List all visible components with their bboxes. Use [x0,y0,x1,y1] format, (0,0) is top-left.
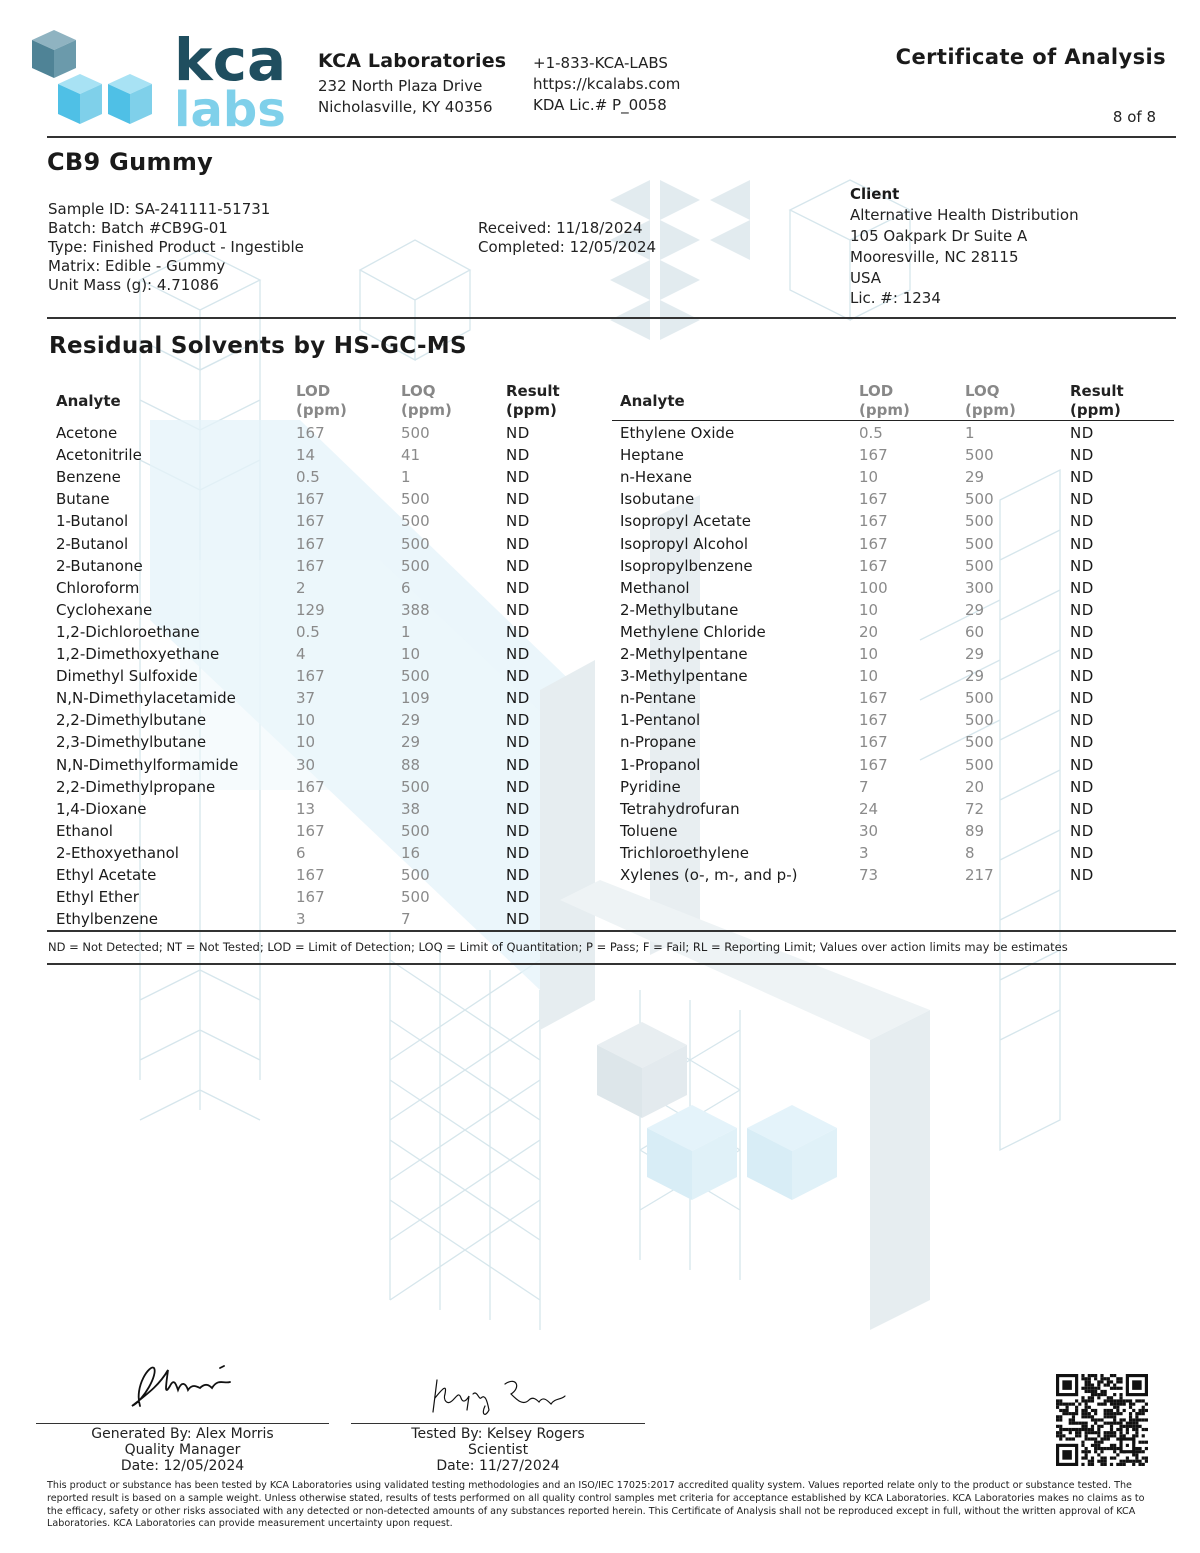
table-cell-lod: 14 [296,446,316,465]
table-cell-result: ND [506,490,530,509]
table-cell-analyte: Xylenes (o-, m-, and p-) [620,866,798,884]
table-cell-lod: 30 [859,821,879,840]
table-cell-analyte: Chloroform [56,578,140,597]
table-cell-result: ND [1070,578,1094,597]
document-title: Certificate of Analysis [895,45,1166,69]
footnote: ND = Not Detected; NT = Not Tested; LOD = Limit of Detection; LOQ = Limit of Quantitation; P = Pass; F = Fail; RL = Reporting Limit; Values over action limits may be estimates [48,940,1068,954]
table-cell-loq: 500 [965,689,994,708]
table-cell-analyte: 2,2-Dimethylpropane [56,777,216,796]
table-cell-lod: 167 [296,821,325,840]
table-cell-lod: 167 [296,556,325,575]
table-cell-lod: 167 [296,512,325,531]
table-cell-lod: 10 [859,667,879,686]
signer-name: Tested By: Kelsey Rogers [411,1426,585,1442]
table-cell-loq: 20 [965,777,985,796]
table-cell-analyte: n-Pentane [620,689,696,708]
table-cell-result: ND [1070,711,1094,730]
table-cell-loq: 1 [401,622,411,641]
table-cell-lod: 167 [296,534,325,553]
table-cell-analyte: Tetrahydrofuran [620,799,740,818]
table-cell-lod: 37 [296,689,316,708]
table-cell-analyte: Ethylene Oxide [620,424,735,442]
table-cell-lod: 10 [296,733,316,752]
table-cell-result: ND [1070,556,1094,575]
header-lod-unit: (ppm) [859,401,910,419]
table-cell-result: ND [1070,490,1094,509]
table-cell-lod: 167 [296,490,325,509]
table-cell-loq: 300 [965,578,994,597]
table-cell-analyte: Ethyl Ether [56,888,139,907]
table-cell-result: ND [506,755,530,774]
header-lod-right [859,382,910,420]
header-result-left [506,382,560,420]
table-cell-loq: 500 [401,512,430,531]
table-cell-lod: 13 [296,799,316,818]
lab-phone: +1-833-KCA-LABS [533,54,668,72]
table-cell-analyte: Methylene Chloride [620,622,766,641]
table-cell-result: ND [506,446,530,465]
client-heading: Client [850,185,900,203]
table-cell-analyte: Ethylbenzene [56,910,159,929]
table-cell-analyte: N,N-Dimethylformamide [56,755,239,774]
table-cell-analyte: Butane [56,490,110,509]
client-street: 105 Oakpark Dr Suite A [850,227,1028,245]
completed-date: Completed: 12/05/2024 [478,238,657,256]
lab-website-link[interactable]: https://kcalabs.com [533,75,681,93]
signature-line-2 [351,1423,645,1424]
table-cell-lod: 0.5 [296,468,320,487]
table-cell-result: ND [1070,689,1094,708]
table-cell-result: ND [1070,799,1094,818]
table-cell-analyte: 3-Methylpentane [620,667,748,686]
table-cell-analyte: Dimethyl Sulfoxide [56,667,198,686]
table-cell-result: ND [1070,755,1094,774]
table-cell-lod: 3 [859,843,869,862]
header-loq-left [401,382,452,420]
table-cell-loq: 60 [965,622,985,641]
table-cell-result: ND [506,556,530,575]
table-cell-analyte: 2-Methylbutane [620,600,739,619]
table-cell-lod: 167 [859,490,888,509]
table-cell-result: ND [1070,446,1094,465]
client-country: USA [850,269,882,287]
header-lod-left [296,382,347,420]
table-cell-loq: 500 [401,490,430,509]
table-cell-loq: 500 [965,534,994,553]
table-cell-lod: 24 [859,799,879,818]
lab-address-line2: Nicholasville, KY 40356 [318,98,493,116]
table-cell-analyte: 2,3-Dimethylbutane [56,733,207,752]
table-cell-loq: 500 [965,446,994,465]
table-cell-analyte: 2-Ethoxyethanol [56,843,179,862]
header-loq-unit: (ppm) [401,401,452,419]
table-cell-loq: 500 [401,534,430,553]
table-cell-loq: 29 [965,468,985,487]
table-cell-result: ND [506,821,530,840]
table-cell-analyte: Isobutane [620,490,695,509]
table-cell-result: ND [506,578,530,597]
table-cell-analyte: Acetonitrile [56,446,142,465]
sample-type: Type: Finished Product - Ingestible [48,238,304,256]
table-cell-loq: 41 [401,446,421,465]
header-lod-unit: (ppm) [296,401,347,419]
table-cell-loq: 500 [965,711,994,730]
signer-date: Date: 12/05/2024 [120,1458,245,1474]
table-cell-loq: 89 [965,821,985,840]
table-cell-analyte: 2-Butanone [56,556,143,575]
header-lod-label: LOD [859,382,894,400]
signature-alex-morris [120,1356,250,1416]
lab-license: KDA Lic.# P_0058 [533,96,667,114]
table-cell-loq: 29 [401,711,421,730]
table-cell-result: ND [506,534,530,553]
table-cell-lod: 167 [859,689,888,708]
table-cell-analyte: Heptane [620,446,684,465]
table-cell-result: ND [1070,600,1094,619]
lab-address-line1: 232 North Plaza Drive [318,77,483,95]
section-title: Residual Solvents by HS-GC-MS [49,333,467,359]
header-lod-label: LOD [296,382,331,400]
table-cell-result: ND [1070,512,1094,531]
signer-name: Generated By: Alex Morris [91,1426,274,1442]
table-cell-result: ND [506,622,530,641]
signer-role: Scientist [467,1442,529,1458]
table-cell-analyte: Cyclohexane [56,600,153,619]
table-cell-analyte: 1,2-Dichloroethane [56,622,200,641]
table-cell-analyte: Toluene [620,821,678,840]
table-bottom-rule [47,930,1176,932]
table-cell-loq: 217 [965,866,994,884]
table-cell-lod: 167 [859,711,888,730]
sample-id: Sample ID: SA-241111-51731 [48,200,271,218]
table-cell-analyte: N,N-Dimethylacetamide [56,689,236,708]
table-cell-lod: 167 [296,424,325,442]
table-cell-loq: 8 [965,843,975,862]
table-cell-result: ND [1070,777,1094,796]
table-cell-result: ND [1070,645,1094,663]
table-cell-analyte: Trichloroethylene [620,843,750,862]
table-cell-loq: 16 [401,843,421,862]
table-cell-result: ND [506,733,530,752]
table-cell-loq: 500 [965,512,994,531]
table-header-rule-right [612,420,1174,421]
table-cell-analyte: n-Hexane [620,468,692,487]
table-cell-result: ND [1070,866,1094,884]
table-cell-analyte: 2,2-Dimethylbutane [56,711,207,730]
table-cell-result: ND [1070,468,1094,487]
signer-role: Quality Manager [124,1442,241,1458]
table-cell-result: ND [1070,843,1094,862]
table-cell-analyte: Pyridine [620,777,681,796]
signature-block-1 [36,1426,329,1474]
table-cell-loq: 500 [965,733,994,752]
table-cell-result: ND [1070,534,1094,553]
table-cell-analyte: Ethanol [56,821,113,840]
table-cell-lod: 167 [859,733,888,752]
table-cell-loq: 109 [401,689,430,708]
client-city: Mooresville, NC 28115 [850,248,1019,266]
table-cell-analyte: Isopropylbenzene [620,556,753,575]
table-cell-lod: 20 [859,622,879,641]
footnote-rule [47,963,1176,965]
header-loq-label: LOQ [965,382,1000,400]
header-loq-right [965,382,1016,420]
table-cell-result: ND [506,711,530,730]
kca-labs-logo [30,28,290,132]
logo-word-labs: labs [174,82,286,132]
table-cell-lod: 10 [859,600,879,619]
table-cell-lod: 167 [859,512,888,531]
page-number: 8 of 8 [1112,108,1156,126]
table-cell-lod: 7 [859,777,869,796]
table-cell-result: ND [506,888,530,907]
table-cell-lod: 10 [296,711,316,730]
table-cell-lod: 2 [296,578,306,597]
header-analyte-right: Analyte [620,392,685,410]
table-cell-loq: 10 [401,645,421,663]
table-cell-lod: 167 [859,534,888,553]
table-cell-result: ND [1070,733,1094,752]
table-cell-lod: 0.5 [296,622,320,641]
table-cell-result: ND [506,843,530,862]
disclaimer: This product or substance has been tested by KCA Laboratories using validated testing methodologies and an ISO/IEC 17025:2017 accredited quality system. Values reported relate only to the product or substance tested. The reported result is based on a sample weight. Unless otherwise stated, results of tests performed on all quality control samples met criteria for acceptance established by KCA Laboratories. KCA Laboratories makes no claims as to the efficacy, safety or other risks associated with any detected or non-detected amounts of any substances reported herein. This Certificate of Analysis shall not be reproduced except in full, without the written approval of KCA Laboratories. KCA Laboratories can provide measurement uncertainty upon request. [47,1480,1145,1530]
header-loq-label: LOQ [401,382,436,400]
table-cell-analyte: Isopropyl Alcohol [620,534,748,553]
header-result-unit: (ppm) [1070,401,1121,419]
product-title: CB9 Gummy [47,148,214,176]
table-cell-analyte: Methanol [620,578,690,597]
table-cell-lod: 10 [859,468,879,487]
table-cell-loq: 1 [965,424,975,442]
batch: Batch: Batch #CB9G-01 [48,219,228,237]
table-cell-loq: 500 [401,888,430,907]
table-cell-loq: 38 [401,799,421,818]
table-cell-loq: 500 [965,755,994,774]
table-cell-analyte: Isopropyl Acetate [620,512,751,531]
table-cell-result: ND [506,689,530,708]
table-cell-result: ND [506,866,530,884]
table-cell-result: ND [506,799,530,818]
table-cell-loq: 500 [401,667,430,686]
table-cell-lod: 30 [296,755,316,774]
table-cell-analyte: Benzene [56,468,121,487]
table-cell-lod: 6 [296,843,306,862]
table-cell-lod: 73 [859,866,879,884]
matrix: Matrix: Edible - Gummy [48,257,226,275]
table-cell-loq: 388 [401,600,430,619]
table-cell-analyte: 2-Methylpentane [620,645,748,663]
table-cell-analyte: 2-Butanol [56,534,129,553]
table-cell-lod: 0.5 [859,424,883,442]
table-cell-loq: 500 [401,556,430,575]
header-analyte-left: Analyte [56,392,121,410]
table-cell-analyte: 1-Pentanol [620,711,701,730]
table-cell-lod: 167 [296,667,325,686]
unit-mass: Unit Mass (g): 4.71086 [48,276,219,294]
table-cell-loq: 29 [965,667,985,686]
table-cell-analyte: Acetone [56,424,118,442]
client-name: Alternative Health Distribution [850,206,1079,224]
table-cell-result: ND [506,645,530,663]
logo-word-kca: kca [174,28,287,94]
table-cell-lod: 167 [296,866,325,884]
table-cell-loq: 88 [401,755,421,774]
table-cell-result: ND [1070,424,1094,442]
table-cell-loq: 500 [965,556,994,575]
table-cell-loq: 6 [401,578,411,597]
header-result-label: Result [1070,382,1124,400]
table-cell-loq: 29 [965,600,985,619]
table-cell-loq: 72 [965,799,985,818]
table-cell-lod: 100 [859,578,888,597]
table-cell-loq: 29 [401,733,421,752]
table-cell-result: ND [506,512,530,531]
table-cell-loq: 29 [965,645,985,663]
table-cell-result: ND [1070,667,1094,686]
table-cell-result: ND [506,468,530,487]
client-license: Lic. #: 1234 [850,289,941,307]
table-cell-lod: 129 [296,600,325,619]
table-cell-analyte: 1,4-Dioxane [56,799,147,818]
table-cell-loq: 500 [401,777,430,796]
signature-line-1 [36,1423,329,1424]
table-cell-lod: 167 [859,446,888,465]
table-cell-result: ND [1070,821,1094,840]
table-cell-loq: 500 [401,424,430,442]
table-cell-loq: 7 [401,910,411,929]
table-cell-lod: 167 [296,777,325,796]
table-cell-lod: 4 [296,645,306,663]
table-cell-analyte: n-Propane [620,733,697,752]
table-cell-loq: 500 [965,490,994,509]
header-result-unit: (ppm) [506,401,557,419]
qr-code[interactable] [1056,1374,1148,1466]
signer-date: Date: 11/27/2024 [436,1458,560,1474]
table-cell-loq: 1 [401,468,411,487]
table-cell-lod: 10 [859,645,879,663]
table-cell-analyte: 1-Butanol [56,512,129,531]
header-result-label: Result [506,382,560,400]
table-cell-lod: 167 [296,888,325,907]
received-date: Received: 11/18/2024 [478,219,643,237]
table-cell-result: ND [1070,622,1094,641]
table-cell-lod: 167 [859,556,888,575]
table-cell-analyte: Ethyl Acetate [56,866,157,884]
signature-block-2 [351,1426,645,1474]
table-cell-loq: 500 [401,821,430,840]
info-divider [47,317,1176,319]
header-loq-unit: (ppm) [965,401,1016,419]
table-cell-result: ND [506,424,530,442]
header-divider [47,136,1176,138]
table-cell-loq: 500 [401,866,430,884]
header-result-right [1070,382,1124,420]
table-cell-result: ND [506,667,530,686]
lab-name: KCA Laboratories [318,50,507,72]
table-cell-result: ND [506,600,530,619]
signature-kelsey-rogers [425,1370,575,1425]
table-cell-lod: 3 [296,910,306,929]
table-cell-result: ND [506,910,530,929]
table-cell-analyte: 1-Propanol [620,755,701,774]
table-cell-lod: 167 [859,755,888,774]
table-cell-analyte: 1,2-Dimethoxyethane [56,645,220,663]
table-cell-result: ND [506,777,530,796]
